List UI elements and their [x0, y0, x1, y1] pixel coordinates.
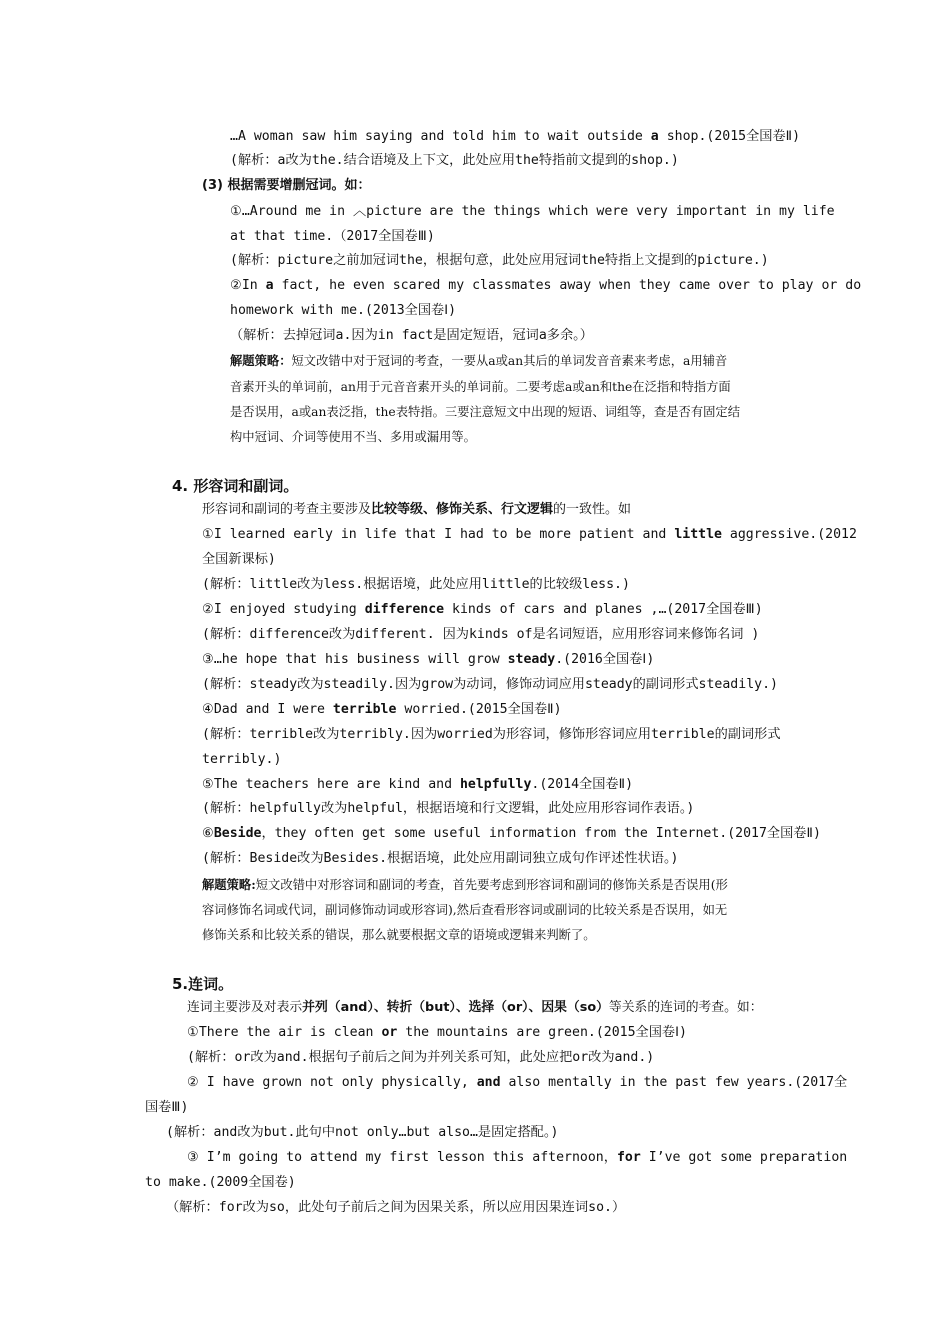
example-line — [230, 277, 861, 295]
example-text: ⑤The teachers here are kind and helpfully.(2014全国卷Ⅱ) — [202, 777, 634, 792]
example-text: ③ I’m going to attend my first lesson this afternoon，for I’ve got some preparation — [187, 1150, 848, 1165]
strategy-line: 容词修饰名词或代词，副词修饰动词或形容词),然后查看形容词或副词的比较关系是否误用，如无 — [202, 903, 728, 917]
strategy-line — [202, 876, 728, 894]
example-text: ⑥Beside，they often get some useful information from the Internet.(2017全国卷Ⅱ) — [202, 826, 821, 841]
analysis-line: （解析：for改为so，此处句子前后之间为因果关系，所以应用因果连词so.） — [166, 1200, 626, 1215]
strategy-line: 音素开头的单词前，an用于元音音素开头的单词前。二要考虑a或an和the在泛指和特指方面 — [230, 380, 731, 394]
example-text: ①There the air is clean or the mountains are green.(2015全国卷Ⅰ) — [187, 1025, 687, 1040]
example-line: 国卷Ⅲ) — [145, 1100, 189, 1115]
example-line — [230, 203, 835, 221]
example-line: to make.(2009全国卷) — [145, 1175, 296, 1190]
example-text: ①…Around me in ︿picture are the things which were very important in my life — [230, 204, 835, 219]
example-line — [202, 651, 654, 669]
analysis-line: (解析：Beside改为Besides.根据语境，此处应用副词独立成句作评述性状语。) — [202, 851, 679, 866]
intro-text: 等关系的连词的考查。如： — [608, 1000, 763, 1015]
strategy-line: 是否误用，a或an表泛指，the表特指。三要注意短文中出现的短语、词组等，查是否有固定结 — [230, 405, 741, 419]
example-line — [202, 601, 763, 619]
strategy-label: 解题策略: — [202, 877, 256, 892]
intro-line — [202, 501, 631, 519]
example-line — [202, 701, 562, 719]
example-text: ④Dad and I were terrible worried.(2015全国卷Ⅱ) — [202, 702, 562, 717]
strategy-text: 短文改错中对于冠词的考查，一要从a或an其后的单词发音音素来考虑，a用辅音 — [291, 354, 728, 368]
analysis-line: (解析：little改为less.根据语境，此处应用little的比较级less.) — [202, 577, 630, 592]
analysis-line: (解析：helpfully改为helpful，根据语境和行文逻辑，此处应用形容词作表语。) — [202, 801, 695, 816]
example-line — [187, 1024, 687, 1042]
example-line — [202, 825, 821, 843]
intro-text: 连词主要涉及对表示 — [187, 1000, 303, 1015]
example-text: ②I enjoyed studying difference kinds of cars and planes ,…(2017全国卷Ⅲ) — [202, 602, 763, 617]
analysis-line: (解析：terrible改为terribly.因为worried为形容词，修饰形容词应用terrible的副词形式 — [202, 727, 781, 742]
intro-text: 形容词和副词的考查主要涉及 — [202, 502, 372, 517]
example-text: ② I have grown not only physically, and also mentally in the past few years.(2017全 — [187, 1075, 848, 1090]
example-line: 全国新课标) — [202, 552, 276, 567]
section-heading: 4. 形容词和副词。 — [172, 477, 299, 495]
example-text: …A woman saw him saying and told him to wait outside a shop.(2015全国卷Ⅱ) — [230, 129, 801, 144]
example-line — [202, 526, 857, 544]
example-line — [187, 1149, 847, 1167]
example-line: homework with me.(2013全国卷Ⅰ) — [230, 303, 457, 318]
strategy-line — [230, 352, 727, 370]
analysis-line: (解析：picture之前加冠词the，根据句意，此处应用冠词the特指上文提到的picture.) — [230, 253, 769, 268]
analysis-line: (解析：steady改为steadily.因为grow为动词，修饰动词应用steady的副词形式steadily.) — [202, 677, 778, 692]
intro-keywords: 比较等级、修饰关系、行文逻辑 — [371, 502, 554, 517]
strategy-label: 解题策略： — [230, 353, 292, 368]
intro-line — [187, 999, 762, 1017]
example-line — [187, 1074, 847, 1092]
analysis-line: (解析：or改为and.根据句子前后之间为并列关系可知，此处应把or改为and.) — [187, 1050, 655, 1065]
strategy-line: 修饰关系和比较关系的错误，那么就要根据文章的语境或逻辑来判断了。 — [202, 928, 596, 942]
example-line — [202, 776, 633, 794]
example-line: at that time.（2017全国卷Ⅲ) — [230, 229, 435, 244]
example-text: ③…he hope that his business will grow steady.(2016全国卷Ⅰ) — [202, 652, 655, 667]
example-text: ①I learned early in life that I had to be more patient and little aggressive.(2012 — [202, 527, 857, 542]
intro-text: 的一致性。如 — [553, 502, 632, 517]
subheading: (3) 根据需要增删冠词。如： — [202, 178, 371, 193]
analysis-line: (解析：a改为the.结合语境及上下文，此处应用the特指前文提到的shop.) — [230, 153, 679, 168]
example-text: ②In a fact, he even scared my classmates away when they came over to play or do — [230, 278, 862, 293]
analysis-line: (解析：difference改为different. 因为kinds of是名词短语，应用形容词来修饰名词 ) — [202, 627, 760, 642]
analysis-line: (解析：and改为but.此句中not only…but also…是固定搭配。) — [166, 1125, 559, 1140]
analysis-line: （解析：去掉冠词a.因为in fact是固定短语，冠词a多余。） — [230, 328, 593, 343]
analysis-line: terribly.) — [202, 752, 282, 767]
strategy-text: 短文改错中对形容词和副词的考查，首先要考虑到形容词和副词的修饰关系是否误用(形 — [255, 878, 728, 892]
section-heading: 5.连词。 — [172, 975, 234, 993]
strategy-line: 构中冠词、介词等使用不当、多用或漏用等。 — [230, 430, 476, 444]
intro-keywords: 并列（and）、转折（but）、选择（or）、因果（so） — [302, 1000, 609, 1015]
example-line — [230, 128, 800, 146]
